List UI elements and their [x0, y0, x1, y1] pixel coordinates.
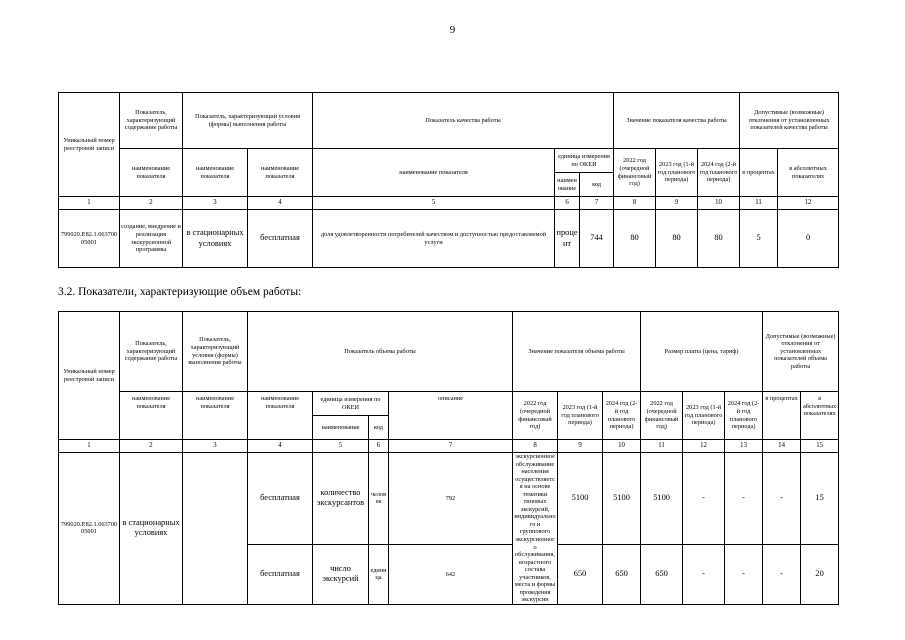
content-value: в стационарных условиях — [120, 453, 183, 605]
header-content-indicator: Показатель, характеризующий содержание работы — [120, 312, 183, 392]
fee-2023: - — [725, 544, 763, 604]
column-number: 8 — [614, 197, 656, 210]
column-number: 3 — [183, 440, 248, 453]
header-unit-okei: единица измерения по ОКЕИ — [555, 149, 614, 173]
header-unit-name: наименование — [313, 416, 369, 440]
column-number: 3 — [183, 197, 248, 210]
header-unit-code: код — [369, 416, 389, 440]
header-content-indicator: Показатель, характеризующий содержание работы — [120, 93, 183, 149]
column-number: 5 — [313, 197, 555, 210]
column-number: 5 — [313, 440, 369, 453]
value-2024: 80 — [698, 210, 740, 268]
column-number: 12 — [683, 440, 725, 453]
column-number: 11 — [740, 197, 778, 210]
header-fee-2023: 2023 год (1-й год планового периода) — [683, 392, 725, 440]
column-number: 1 — [59, 197, 120, 210]
header-unit-okei: единица измерения по ОКЕИ — [313, 392, 389, 416]
code-value: 792 — [389, 453, 513, 545]
column-number: 9 — [558, 440, 603, 453]
header-conditions-indicator: Показатель, характеризующий условия (формы) выполнения работы — [183, 312, 248, 392]
deviation-percent: 20 — [801, 544, 839, 604]
unit-value: человек — [369, 453, 389, 545]
column-number: 9 — [656, 197, 698, 210]
header-description: описание — [389, 392, 513, 440]
header-unit-name: наименование — [555, 173, 580, 197]
table-row — [59, 210, 839, 268]
code-value: 744 — [580, 210, 614, 268]
header-deviations: Допустимые (возможные) отклонения от установленных показателей качества работы — [740, 93, 839, 149]
column-number: 13 — [725, 440, 763, 453]
payment-value: бесплатная — [248, 453, 313, 545]
header-year-2023: 2023 год (1-й год планового периода) — [656, 149, 698, 197]
column-number: 1 — [59, 440, 120, 453]
header-year-2024: 2024 год (2-й год планового периода) — [698, 149, 740, 197]
header-name-indicator: наименование показателя — [120, 392, 183, 440]
header-year-2024: 2024 год (2-й год планового периода) — [603, 392, 641, 440]
code-value: 642 — [389, 544, 513, 604]
header-year-2022: 2022 год (очередной финансовый год) — [513, 392, 558, 440]
column-number: 12 — [778, 197, 839, 210]
unit-value: единица — [369, 544, 389, 604]
page-number: 9 — [449, 24, 456, 36]
header-name-indicator: наименование показателя — [120, 149, 183, 197]
column-number: 10 — [603, 440, 641, 453]
column-number: 14 — [763, 440, 801, 453]
header-in-percent: в процентах — [763, 392, 801, 440]
unit-value: процент — [555, 210, 580, 268]
section-title: 3.2. Показатели, характеризующие объем работы: — [58, 286, 302, 298]
fee-2024: - — [763, 544, 801, 604]
value-2023: 5100 — [603, 453, 641, 545]
column-number: 7 — [389, 440, 513, 453]
condition-payment-value: бесплатная — [248, 210, 313, 268]
header-volume-indicator: Показатель объема работы — [248, 312, 513, 392]
deviation-percent: 15 — [801, 453, 839, 545]
value-2022: 650 — [558, 544, 603, 604]
fee-2024: - — [763, 453, 801, 545]
description-value: экскурсионное обслуживание населения осуществляется на основе тематики типовых экскурсий, индивидуального и группового экскурсионного обслуживания, возрастного состава участников, места и формы проведения экскурсии — [514, 453, 556, 604]
header-conditions-indicator: Показатель, характеризующий условия (формы) выполнения работы — [183, 93, 313, 149]
header-deviations: Допустимые (возможные) отклонения от установленных показателей объема работы — [763, 312, 839, 392]
header-indicator-name: наименование показателя — [313, 149, 555, 197]
header-name-indicator: наименование показателя — [248, 392, 313, 440]
header-in-percent: в процентах — [740, 149, 778, 197]
header-unit-code: код — [580, 173, 614, 197]
column-number: 4 — [248, 440, 313, 453]
fee-2022: - — [683, 453, 725, 545]
value-2023: 650 — [603, 544, 641, 604]
registry-number: 799020.Р.82.1.06370005001 — [59, 453, 120, 605]
fee-2022: - — [683, 544, 725, 604]
column-number: 15 — [801, 440, 839, 453]
value-2022: 80 — [614, 210, 656, 268]
volume-indicators-table — [58, 311, 839, 605]
header-unique-number: Уникальный номер реестровой записи — [59, 312, 120, 440]
value-2023: 80 — [656, 210, 698, 268]
column-numbers-row — [59, 197, 839, 210]
header-year-2023: 2023 год (1-й год планового периода) — [558, 392, 603, 440]
column-number: 11 — [641, 440, 683, 453]
condition-form-value: в стационарных условиях — [183, 210, 248, 268]
header-fee-2022: 2022 год (очередной финансовый год) — [641, 392, 683, 440]
column-numbers-row — [59, 440, 839, 453]
header-name-indicator: наименование показателя — [248, 149, 313, 197]
payment-value: бесплатная — [248, 544, 313, 604]
header-quality-indicator: Показатель качества работы — [313, 93, 614, 149]
content-value: создание, внедрение и реализация экскурсионной программы — [120, 210, 183, 268]
quality-name-value: доля удовлетворенности потребителей качеством и доступностью предоставляемой услуги — [313, 210, 555, 268]
column-number: 6 — [369, 440, 389, 453]
registry-number: 799020.Р.82.1.06370005001 — [59, 210, 120, 268]
header-year-2022: 2022 год (очередной финансовый год) — [614, 149, 656, 197]
header-fee-2024: 2024 год (2-й год планового периода) — [725, 392, 763, 440]
value-2024: 650 — [641, 544, 683, 604]
empty-cell — [183, 453, 248, 605]
header-unique-number: Уникальный номер реестровой записи — [59, 93, 120, 197]
column-number: 2 — [120, 440, 183, 453]
value-2024: 5100 — [641, 453, 683, 545]
column-number: 10 — [698, 197, 740, 210]
header-name-indicator: наименование показателя — [183, 392, 248, 440]
header-in-absolute: в абсолютных показателях — [778, 149, 839, 197]
deviation-absolute: 0 — [778, 210, 839, 268]
indicator-value: число экскурсий — [313, 544, 369, 604]
header-volume-value: Значение показателя объема работы — [513, 312, 641, 392]
column-number: 6 — [555, 197, 580, 210]
header-quality-value: Значение показателя качества работы — [614, 93, 740, 149]
column-number: 4 — [248, 197, 313, 210]
column-number: 8 — [513, 440, 558, 453]
indicator-value: количество экскурсантов — [313, 453, 369, 545]
deviation-percent: 5 — [740, 210, 778, 268]
fee-2023: - — [725, 453, 763, 545]
quality-indicators-table — [58, 92, 839, 268]
column-number: 7 — [580, 197, 614, 210]
table-row — [59, 453, 839, 545]
column-number: 2 — [120, 197, 183, 210]
header-fee: Размер платы (цена, тариф) — [641, 312, 763, 392]
header-name-indicator: наименование показателя — [183, 149, 248, 197]
header-in-absolute: в абсолютных показателях — [801, 392, 839, 440]
value-2022: 5100 — [558, 453, 603, 545]
